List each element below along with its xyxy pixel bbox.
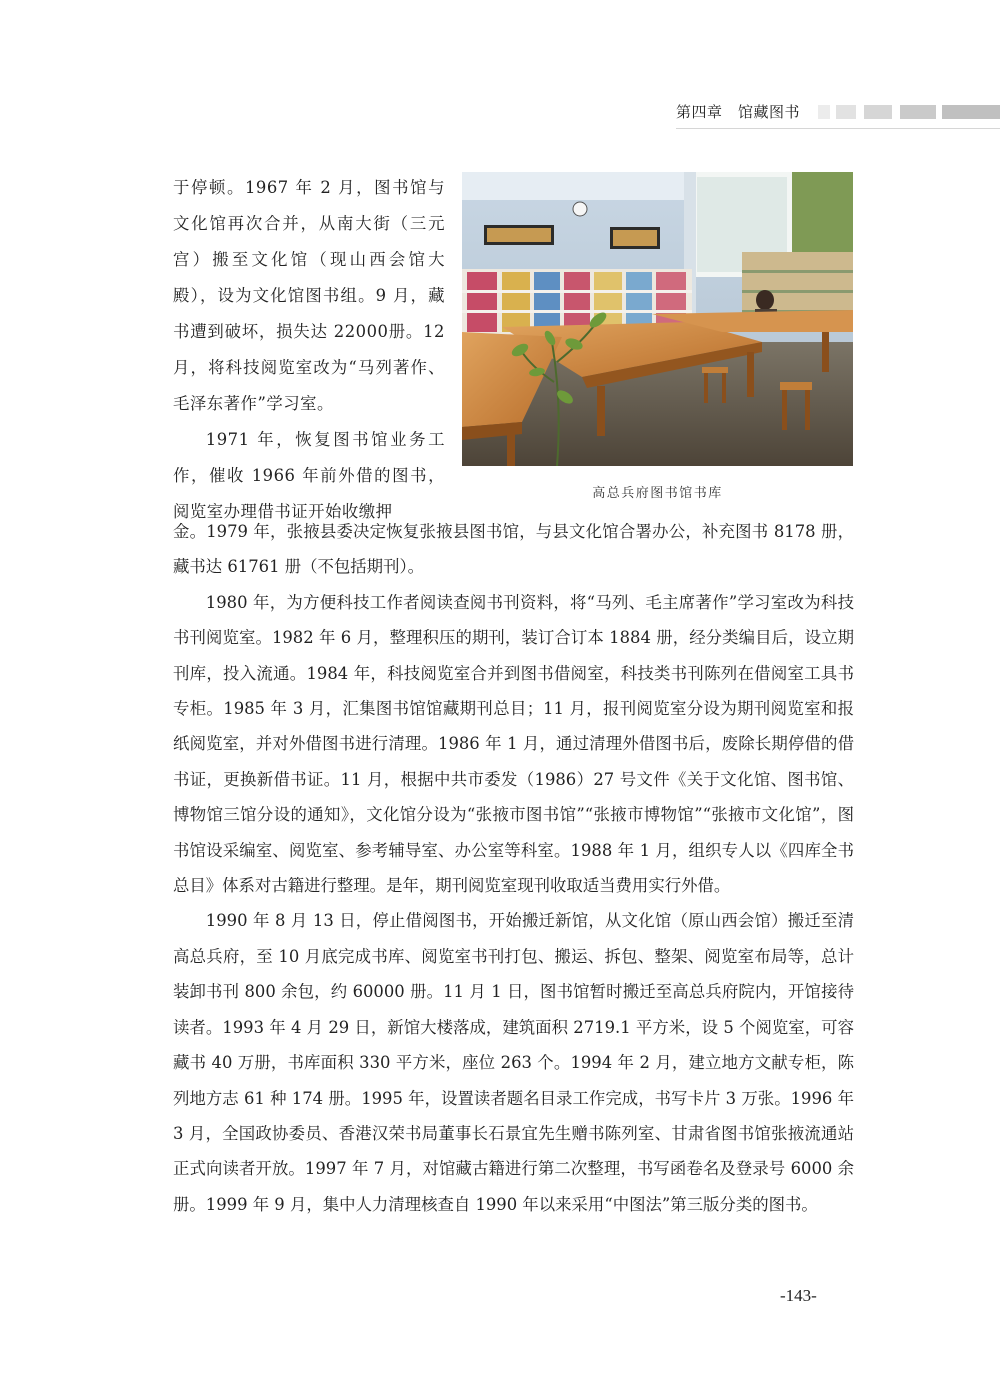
paragraph: 1990 年 8 月 13 日，停止借阅图书，开始搬迁新馆，从文化馆（原山西会馆）搬迁至清高总兵府，至 10 月底完成书库、阅览室书刊打包、搬运、拆包、整架、阅览室布局等，总计装卸书刊 800 余包，约 60000 册。11 月 1 日，图书馆暂时搬迁至高总兵府院内，开馆接待读者。1993 年 4 月 29 日，新馆大楼落成，建筑面积 2719.1 平方米，设 5 个阅览室，可容藏书 40 万册，书库面积 330 平方米，座位 263 个。1994 年 2 月，建立地方文献专柜，陈列地方志 61 种 174 册。1995 年，设置读者题名目录工作完成，书写卡片 3 万张。1996 年 3 月，全国政协委员、香港汉荣书局董事长石景宜先生赠书陈列室、甘肃省图书馆张掖流通站正式向读者开放。1997 年 7 月，对馆藏古籍进行第二次整理，书写函卷名及登录号 6000 余册。1999 年 9 月，集中人力清理核查自 1990 年以来采用“中图法”第三版分类的图书。 — [173, 911, 854, 1214]
header-rule — [676, 128, 1000, 129]
page-number: -143- — [780, 1286, 817, 1305]
library-reading-room-image — [462, 172, 853, 466]
paragraph: 于停顿。1967 年 2 月，图书馆与文化馆再次合并，从南大街（三元宫）搬至文化馆（现山西会馆大殿），设为文化馆图书组。9 月，藏书遭到破坏，损失达 22000册。12 月，将科技阅览室改为“马列著作、毛泽东著作”学习室。 — [173, 178, 445, 413]
library-photo — [462, 172, 853, 466]
paragraph: 金。1979 年，张掖县委决定恢复张掖县图书馆，与县文化馆合署办公，补充图书 8178 册，藏书达 61761 册（不包括期刊）。 — [173, 522, 854, 577]
body-text — [173, 514, 854, 1222]
paragraph: 1971 年，恢复图书馆业务工作，催收 1966 年前外借的图书，阅览室办理借书证开始收缴押 — [173, 430, 445, 521]
chapter-header: 第四章 馆藏图书 — [676, 103, 801, 121]
photo-caption: 高总兵府图书馆书库 — [592, 486, 723, 501]
paragraph: 1980 年，为方便科技工作者阅读查阅书刊资料，将“马列、毛主席著作”学习室改为科技书刊阅览室。1982 年 6 月，整理积压的期刊，装订合订本 1884 册，经分类编目后，设立期刊库，投入流通。1984 年，科技阅览室合并到图书借阅室，科技类书刊陈列在借阅室工具书专柜。1985 年 3 月，汇集图书馆馆藏期刊总目；11 月，报刊阅览室分设为期刊阅览室和报纸阅览室，并对外借图书进行清理。1986 年 1 月，通过清理外借图书后，废除长期停借的借书证，更换新借书证。11 月，根据中共市委发（1986）27 号文件《关于文化馆、图书馆、博物馆三馆分设的通知》，文化馆分设为“张掖市图书馆”“张掖市博物馆”“张掖市文化馆”，图书馆设采编室、阅览室、参考辅导室、办公室等科室。1988 年 1 月，组织专人以《四库全书总目》体系对古籍进行整理。是年，期刊阅览室现刊收取适当费用实行外借。 — [173, 592, 854, 896]
wrapped-text-column — [173, 170, 445, 530]
